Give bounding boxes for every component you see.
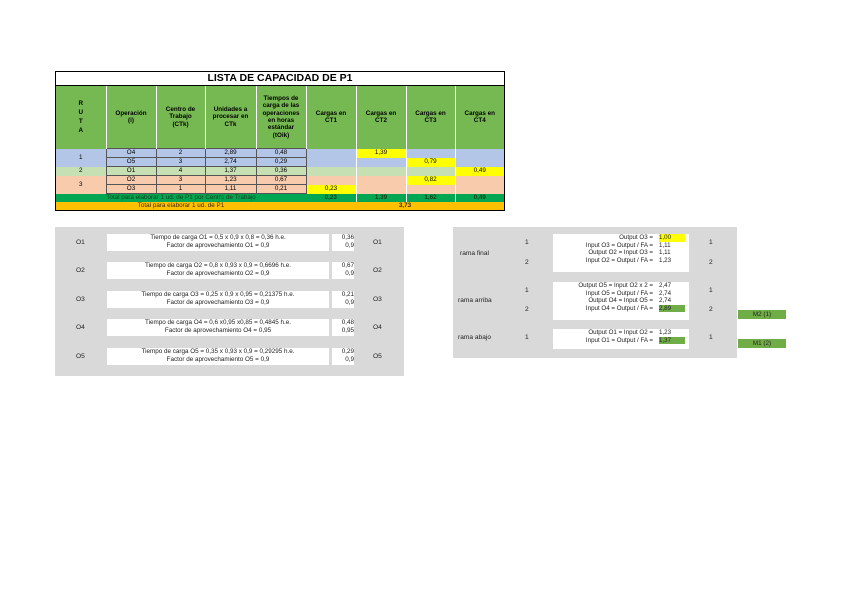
ruta-cell: 2 [56, 167, 106, 176]
capacity-table [55, 71, 505, 211]
total-value: 3,73 [306, 202, 504, 210]
formula-box [107, 234, 329, 251]
factor-line: Factor de aprovechamiento O2 = 0,9 [166, 270, 270, 277]
factor-value: 0,9 [345, 270, 354, 277]
calc-value: 1,11 [659, 241, 671, 249]
ct2-cell [356, 167, 406, 176]
header-tiempos: Tiempos de carga de las operaciones en horas estándar (tOik) [256, 86, 306, 149]
time-cell: 0,21 [256, 185, 306, 194]
units-cell: 2,74 [205, 158, 256, 167]
table-header-row [56, 86, 504, 149]
rama-final-label: rama final [460, 250, 489, 257]
step-number: 1 [709, 334, 713, 341]
ct-cell: 3 [156, 176, 205, 185]
rama-abajo-label: rama abajo [458, 334, 491, 341]
calc-text: Input O1 = Output / FA = [585, 336, 653, 344]
table-row [56, 176, 504, 185]
factor-value: 0,9 [345, 242, 354, 249]
time-cell: 0,36 [256, 167, 306, 176]
calc-text: Output O3 = [619, 234, 653, 241]
calc-value: 2,47 [659, 282, 672, 289]
value-box [332, 291, 354, 308]
rama-abajo-box [553, 329, 689, 349]
header-unidades: Unidades a procesar en CTk [205, 86, 256, 149]
formula-box [107, 291, 329, 308]
calc-value: 1,37 [659, 337, 685, 345]
calc-line [553, 305, 689, 313]
formula-line: Tiempo de carga O2 = 0,8 x 0,93 x 0,9 = 0,6696 h.e. [144, 262, 292, 269]
op-cell: O3 [106, 185, 156, 194]
formula-line: Tiempo de carga O1 = 0,5 x 0,9 x 0,8 = 0,36 h.e. [150, 234, 286, 241]
factor-line: Factor de aprovechamiento O4 = 0,95 [164, 327, 272, 334]
factor-line: Factor de aprovechamiento O3 = 0,9 [166, 299, 270, 306]
total-ct2: 1,39 [356, 194, 406, 203]
ct4-cell [455, 176, 504, 185]
ct3-cell [406, 167, 455, 176]
step-number: 1 [709, 287, 713, 294]
ct-cell: 1 [156, 185, 205, 194]
calc-text: Input O3 = Output / FA = [585, 241, 653, 249]
step-number: 1 [525, 334, 529, 341]
ct2-cell [356, 158, 406, 167]
formula-line: Tiempo de carga O3 = 0,25 x 0,9 x 0,95 = 0,21375 h.e. [141, 291, 295, 298]
table-row [56, 149, 504, 158]
calc-value: 1,23 [659, 256, 672, 264]
op-label: O3 [373, 296, 382, 303]
header-ruta: R U T A [56, 86, 106, 149]
op-label: O2 [76, 267, 85, 274]
calc-text: Input O5 = Output / FA = [585, 289, 653, 297]
total-ct-row [56, 194, 504, 203]
step-number: 2 [525, 306, 529, 313]
ct2-cell [356, 185, 406, 194]
op-label: O1 [373, 239, 382, 246]
calc-line [553, 282, 689, 290]
step-number: 2 [525, 259, 529, 266]
calc-text: Output O5 = Input O2 x 2 = [578, 282, 653, 289]
value-box [332, 234, 354, 251]
time-value: 0,29 [341, 348, 354, 355]
table-row [56, 158, 504, 167]
time-value: 0,67 [341, 262, 354, 269]
units-cell: 1,23 [205, 176, 256, 185]
calc-line [553, 337, 689, 345]
rama-arriba-box [553, 282, 689, 320]
time-value: 0,48 [341, 319, 354, 326]
total-ct1: 0,23 [306, 194, 356, 203]
ct4-cell [455, 158, 504, 167]
op-label: O4 [373, 324, 382, 331]
calc-text: Output O4 = Input O5 = [588, 297, 653, 304]
ct3-cell [406, 149, 455, 158]
factor-value: 0,9 [345, 356, 354, 363]
ct2-cell [356, 176, 406, 185]
op-cell: O4 [106, 149, 156, 158]
machine-badge: M2 (1) [738, 310, 786, 319]
factor-value: 0,9 [345, 299, 354, 306]
op-label: O1 [76, 239, 85, 246]
machine-badge: M1 (2) [738, 339, 786, 348]
calc-line [553, 234, 689, 242]
formula-line: Tiempo de carga O4 = 0,6 x0,95 x0,85 = 0,4845 h.e. [144, 319, 292, 326]
ct1-cell [306, 149, 356, 158]
time-cell: 0,29 [256, 158, 306, 167]
op-cell: O5 [106, 158, 156, 167]
factor-line: Factor de aprovechamiento O1 = 0,9 [166, 242, 270, 249]
ct3-cell: 0,79 [406, 158, 455, 167]
header-ct1: Cargas en CT1 [306, 86, 356, 149]
total-ct4: 0,49 [455, 194, 504, 203]
time-cell: 0,67 [256, 176, 306, 185]
formula-box [107, 348, 329, 365]
ct1-cell [306, 158, 356, 167]
ct3-cell [406, 185, 455, 194]
ct4-cell [455, 185, 504, 194]
step-number: 2 [709, 306, 713, 313]
header-ct3: Cargas en CT3 [406, 86, 455, 149]
calc-text: Input O2 = Output / FA = [585, 256, 653, 264]
time-cell: 0,48 [256, 149, 306, 158]
total-label: Total para elaborar 1 ud. de P1 [56, 202, 306, 210]
calc-value: 2,74 [659, 297, 672, 304]
op-cell: O2 [106, 176, 156, 185]
op-label: O2 [373, 267, 382, 274]
time-value: 0,21 [341, 291, 354, 298]
capacity-grid [56, 86, 504, 210]
ct-cell: 2 [156, 149, 205, 158]
table-title: LISTA DE CAPACIDAD DE P1 [56, 72, 504, 86]
ct2-cell: 1,39 [356, 149, 406, 158]
op-label: O5 [373, 353, 382, 360]
table-row [56, 185, 504, 194]
calc-value: 1,11 [659, 249, 671, 256]
ct4-cell [455, 149, 504, 158]
ct-cell: 4 [156, 167, 205, 176]
calc-line [553, 329, 689, 337]
ct-cell: 3 [156, 158, 205, 167]
value-box [332, 262, 354, 279]
header-ct2: Cargas en CT2 [356, 86, 406, 149]
op-label: O3 [76, 296, 85, 303]
header-centro: Centro de Trabajo (CTk) [156, 86, 205, 149]
calc-text: Input O4 = Output / FA = [585, 304, 653, 312]
value-box [332, 319, 354, 336]
calc-text: Output O1 = Input O2 = [588, 329, 653, 336]
op-label: O4 [76, 324, 85, 331]
calc-line [553, 249, 689, 257]
op-cell: O1 [106, 167, 156, 176]
calc-value: 2,74 [659, 289, 672, 297]
header-operacion: Operación (i) [106, 86, 156, 149]
ruta-cell: 1 [56, 149, 106, 167]
ct3-cell: 0,82 [406, 176, 455, 185]
ct4-cell: 0,49 [455, 167, 504, 176]
step-number: 1 [525, 287, 529, 294]
total-ct3: 1,62 [406, 194, 455, 203]
calc-text: Output O2 = Input O3 = [588, 249, 653, 256]
value-box [332, 348, 354, 365]
factor-value: 0,95 [341, 327, 354, 334]
rama-final-box [553, 234, 689, 272]
calc-value: 1,23 [659, 329, 672, 336]
step-number: 1 [709, 239, 713, 246]
op-label: O5 [76, 353, 85, 360]
formula-line: Tiempo de carga O5 = 0,35 x 0,93 x 0,9 = 0,29295 h.e. [141, 348, 295, 355]
header-ct4: Cargas en CT4 [455, 86, 504, 149]
step-number: 1 [525, 239, 529, 246]
ct1-cell [306, 167, 356, 176]
step-number: 2 [709, 259, 713, 266]
calc-value: 1,00 [659, 234, 685, 242]
ct1-cell: 0,23 [306, 185, 356, 194]
table-row [56, 167, 504, 176]
calc-value: 2,89 [659, 305, 685, 313]
ct1-cell [306, 176, 356, 185]
calc-line [553, 257, 689, 265]
ruta-cell: 3 [56, 176, 106, 194]
factor-line: Factor de aprovechamiento O5 = 0,9 [166, 356, 270, 363]
units-cell: 2,89 [205, 149, 256, 158]
total-row [56, 202, 504, 210]
total-ct-label: Total para elaborar 1 ud. de P1 por Centro de Trabajo [56, 194, 306, 203]
calc-line [553, 242, 689, 250]
rama-arriba-label: rama arriba [458, 297, 492, 304]
calc-line [553, 290, 689, 298]
time-value: 0,36 [341, 234, 354, 241]
formula-box [107, 262, 329, 279]
formula-box [107, 319, 329, 336]
units-cell: 1,11 [205, 185, 256, 194]
calc-line [553, 297, 689, 305]
units-cell: 1,37 [205, 167, 256, 176]
